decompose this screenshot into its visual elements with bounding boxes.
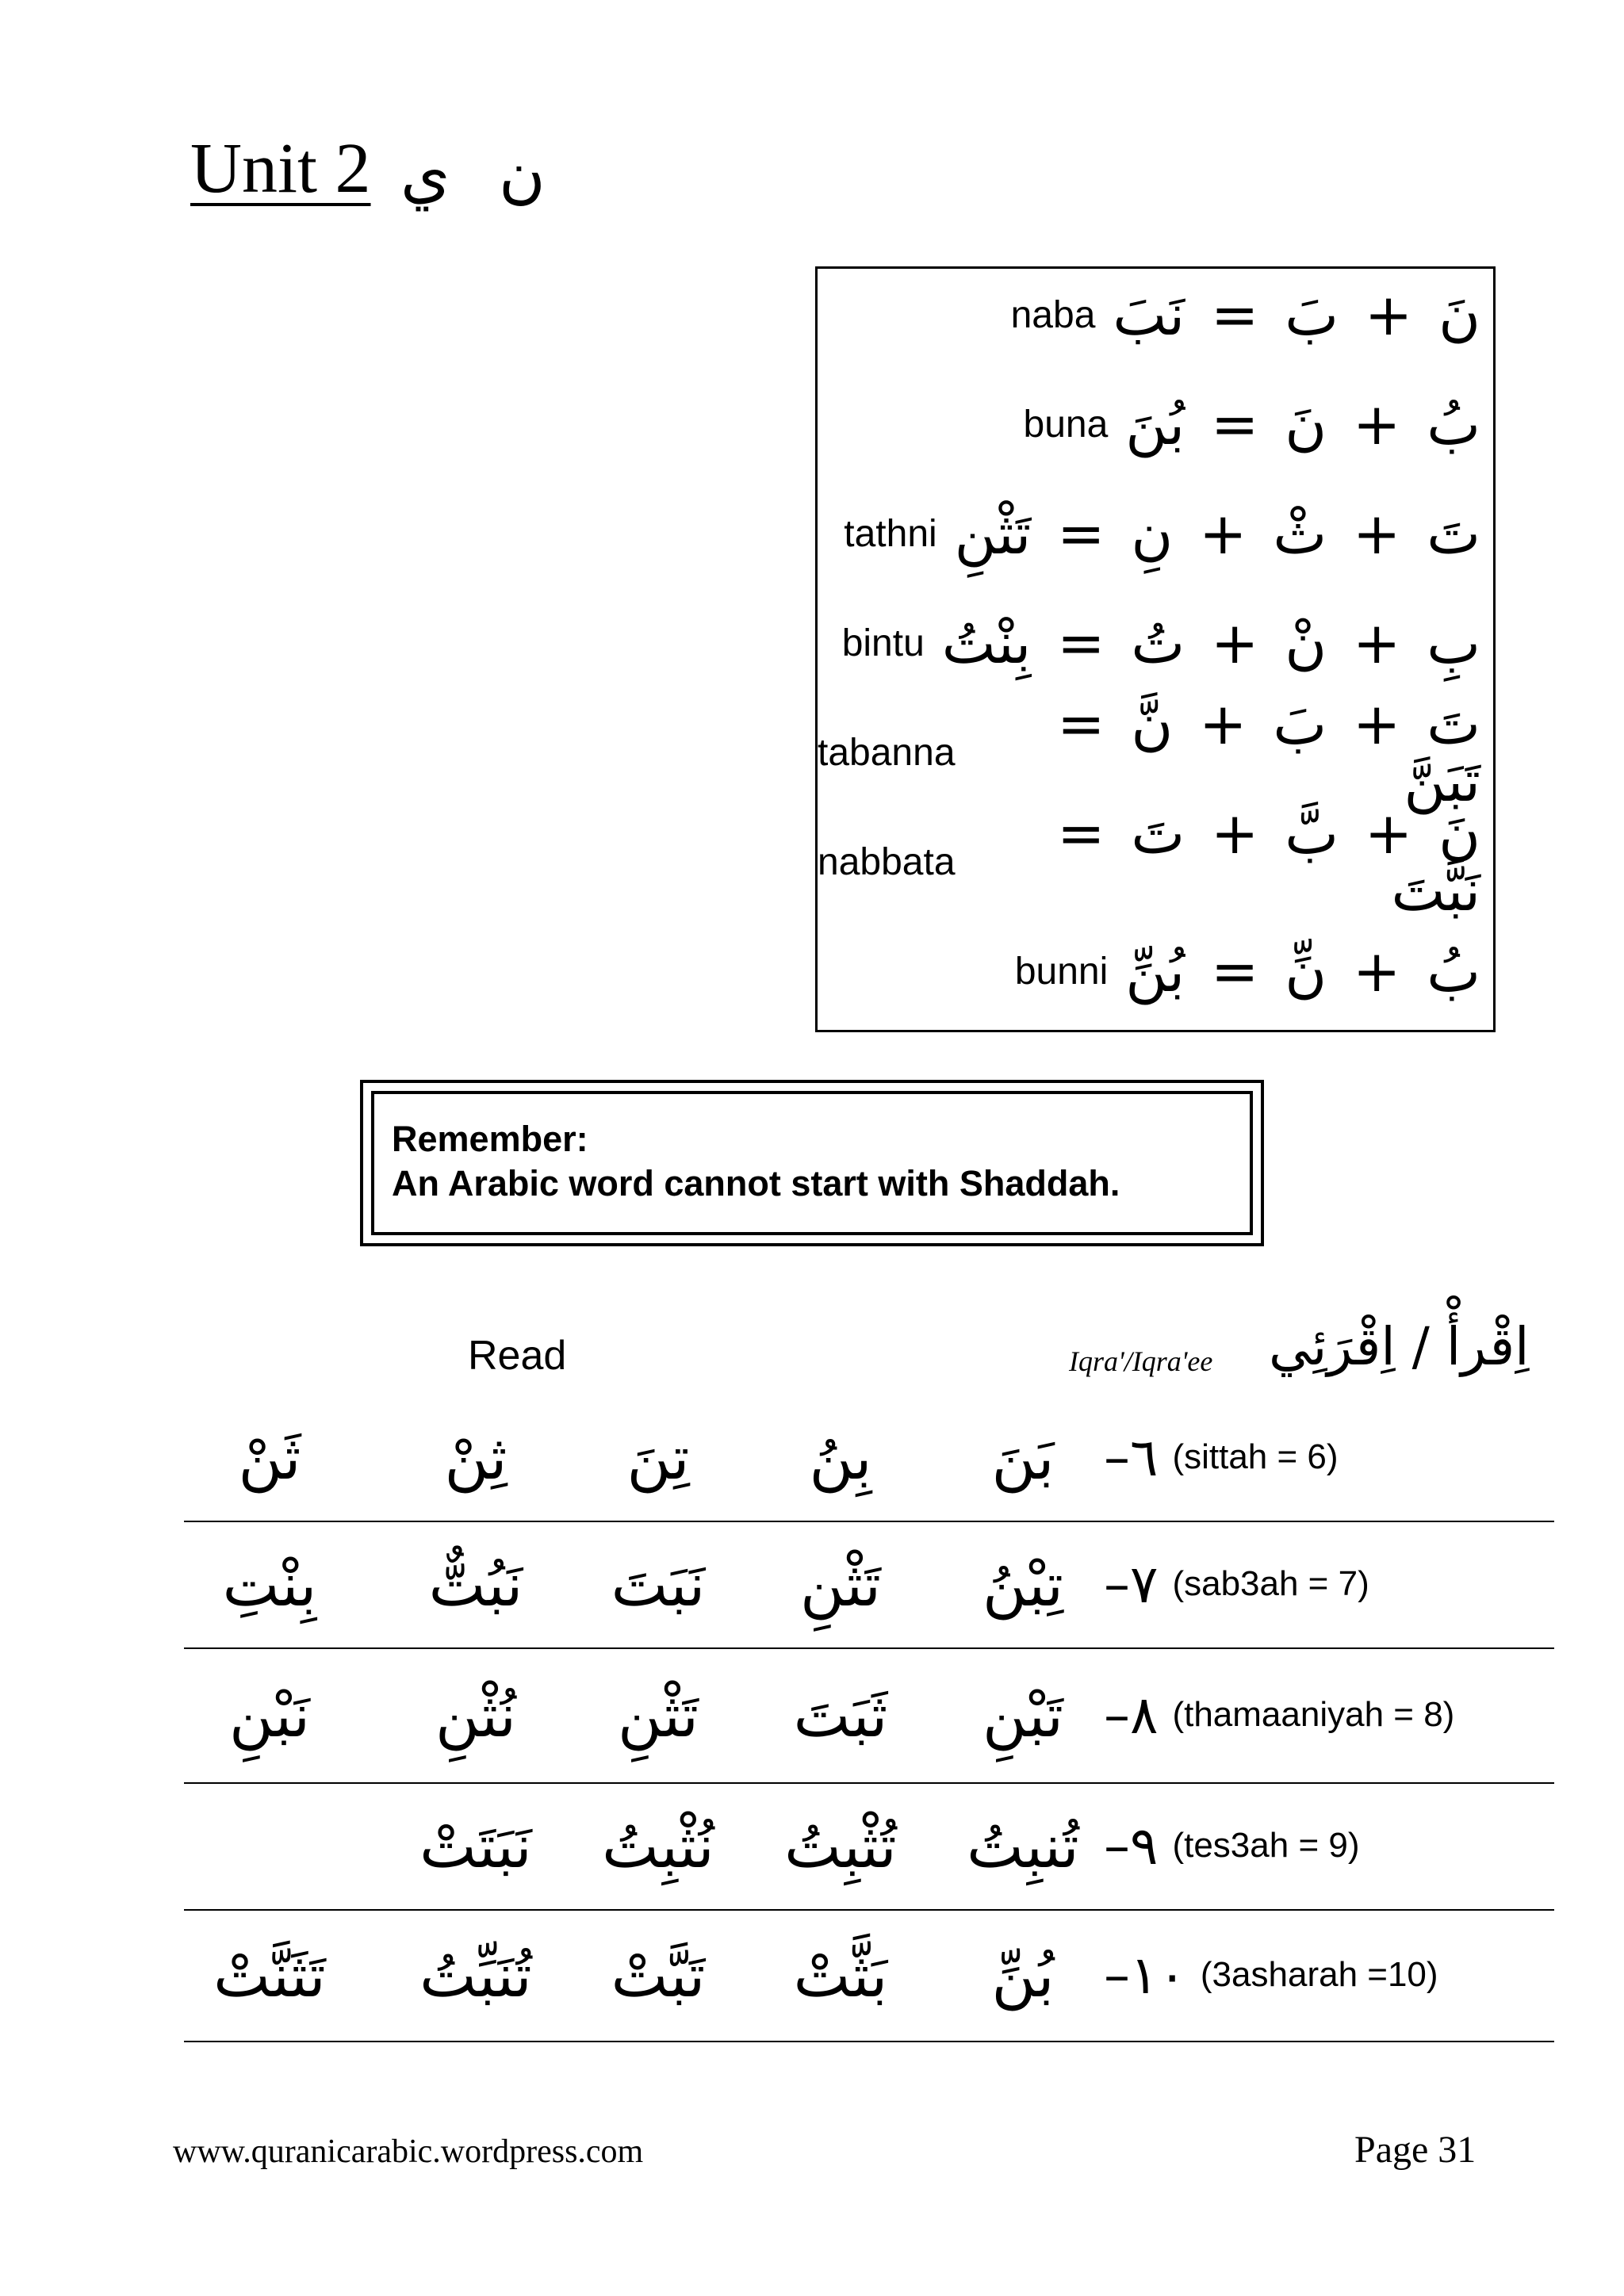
number-label: (sab3ah = 7) <box>1172 1564 1369 1603</box>
row-number <box>1104 1394 1339 1521</box>
formula-equation: بُ + نِّ = بُنِّ <box>1125 938 1480 1004</box>
arabic-numeral: ٧– <box>1104 1553 1159 1615</box>
formula-row <box>1015 924 1480 1019</box>
unit-title: Unit 2 <box>190 129 371 208</box>
formula-equation: نَ + بَ = نَبَ <box>1113 281 1480 348</box>
read-word: بَنَ <box>991 1422 1055 1493</box>
read-label: Read <box>468 1333 567 1379</box>
read-word: تُنَبِّتُ <box>419 1939 532 2011</box>
read-word: ثِنْ <box>444 1422 508 1493</box>
iqra-transliteration: Iqra'/Iqra'ee <box>1069 1345 1213 1377</box>
read-word: بِنْتِ <box>222 1548 317 1620</box>
read-word: تَثْنِ <box>800 1548 881 1620</box>
number-label: (thamaaniyah = 8) <box>1172 1695 1455 1734</box>
read-row <box>184 1394 1554 1522</box>
read-row <box>184 1647 1554 1784</box>
number-label: (tes3ah = 9) <box>1172 1826 1360 1865</box>
read-word <box>190 1782 349 1909</box>
read-word: تَبَّتْ <box>611 1939 706 2011</box>
arabic-numeral: ٨– <box>1104 1684 1159 1746</box>
read-word: تَثَنَّتْ <box>213 1939 326 2011</box>
formula-transliteration: nabbata <box>818 840 956 883</box>
formula-row <box>842 595 1480 691</box>
formula-transliteration: bunni <box>1014 950 1109 993</box>
read-word: نُثْبِتُ <box>602 1810 714 1881</box>
read-row <box>184 1521 1554 1649</box>
arabic-numeral: ٩– <box>1104 1815 1159 1877</box>
formula-row <box>1011 267 1480 362</box>
formula-row <box>818 691 1480 814</box>
read-word: ثَبَتَ <box>793 1679 888 1751</box>
formula-equation: تَ + بَ + نَّ = تَبَنَّ <box>1057 691 1480 814</box>
formula-row <box>1024 377 1481 472</box>
read-word: تِنَ <box>626 1422 690 1493</box>
iqra-arabic: اِقْرأْ / اِقْرَئِي <box>1269 1316 1530 1377</box>
formula-transliteration: bintu <box>841 622 925 664</box>
arabic-numeral: ٦– <box>1104 1426 1159 1488</box>
formula-equation: بِ + نْ + تُ = بِنْتُ <box>941 610 1480 676</box>
formula-transliteration: naba <box>1010 293 1096 336</box>
read-word: ثَنْ <box>238 1422 301 1493</box>
footer-url: www.quranicarabic.wordpress.com <box>173 2133 644 2170</box>
read-row <box>184 1909 1554 2042</box>
read-word: بَثَّتْ <box>793 1939 888 2011</box>
unit-letters: ن ي <box>400 137 546 211</box>
read-word: نَبْنِ <box>229 1679 310 1751</box>
formula-equation: نَ + بَّ + تَ = نَبَّتَ <box>1057 800 1480 924</box>
row-number <box>1104 1521 1369 1647</box>
read-word: بُنِّ <box>991 1939 1055 2011</box>
formula-transliteration: tabanna <box>818 731 956 774</box>
row-number <box>1104 1909 1438 2041</box>
formula-transliteration: tathni <box>844 512 937 555</box>
read-row <box>184 1782 1554 1911</box>
formula-box <box>815 266 1496 1032</box>
formula-row <box>844 486 1480 581</box>
formula-equation: تَ + ثْ + نِ = تَثْنِ <box>954 500 1480 567</box>
read-word: تُثْبِتُ <box>784 1810 897 1881</box>
arabic-numeral: ١٠– <box>1104 1944 1186 2006</box>
formula-transliteration: buna <box>1023 403 1109 446</box>
read-word: بِنُ <box>809 1422 872 1493</box>
row-number <box>1104 1782 1359 1909</box>
read-word: نَبُتٌّ <box>428 1548 523 1620</box>
read-word: نُثْنِ <box>435 1679 516 1751</box>
read-word: تُنبِتُ <box>967 1810 1079 1881</box>
remember-box <box>360 1080 1264 1246</box>
formula-row <box>818 800 1480 924</box>
row-number <box>1104 1647 1454 1782</box>
formula-equation: بُ + نَ = بُنَ <box>1125 391 1480 457</box>
read-word: تَبْنِ <box>982 1679 1063 1751</box>
read-word: نَبَتَ <box>611 1548 706 1620</box>
number-label: (3asharah =10) <box>1200 1955 1438 1994</box>
remember-heading: Remember: <box>392 1119 588 1159</box>
page-number: Page 31 <box>1354 2129 1477 2171</box>
read-word: تَثْنِ <box>618 1679 699 1751</box>
number-label: (sittah = 6) <box>1172 1437 1339 1476</box>
read-word: نَبَتَتْ <box>419 1810 532 1881</box>
read-word: تِبْنُ <box>982 1548 1063 1620</box>
remember-text: An Arabic word cannot start with Shaddah. <box>392 1163 1120 1203</box>
